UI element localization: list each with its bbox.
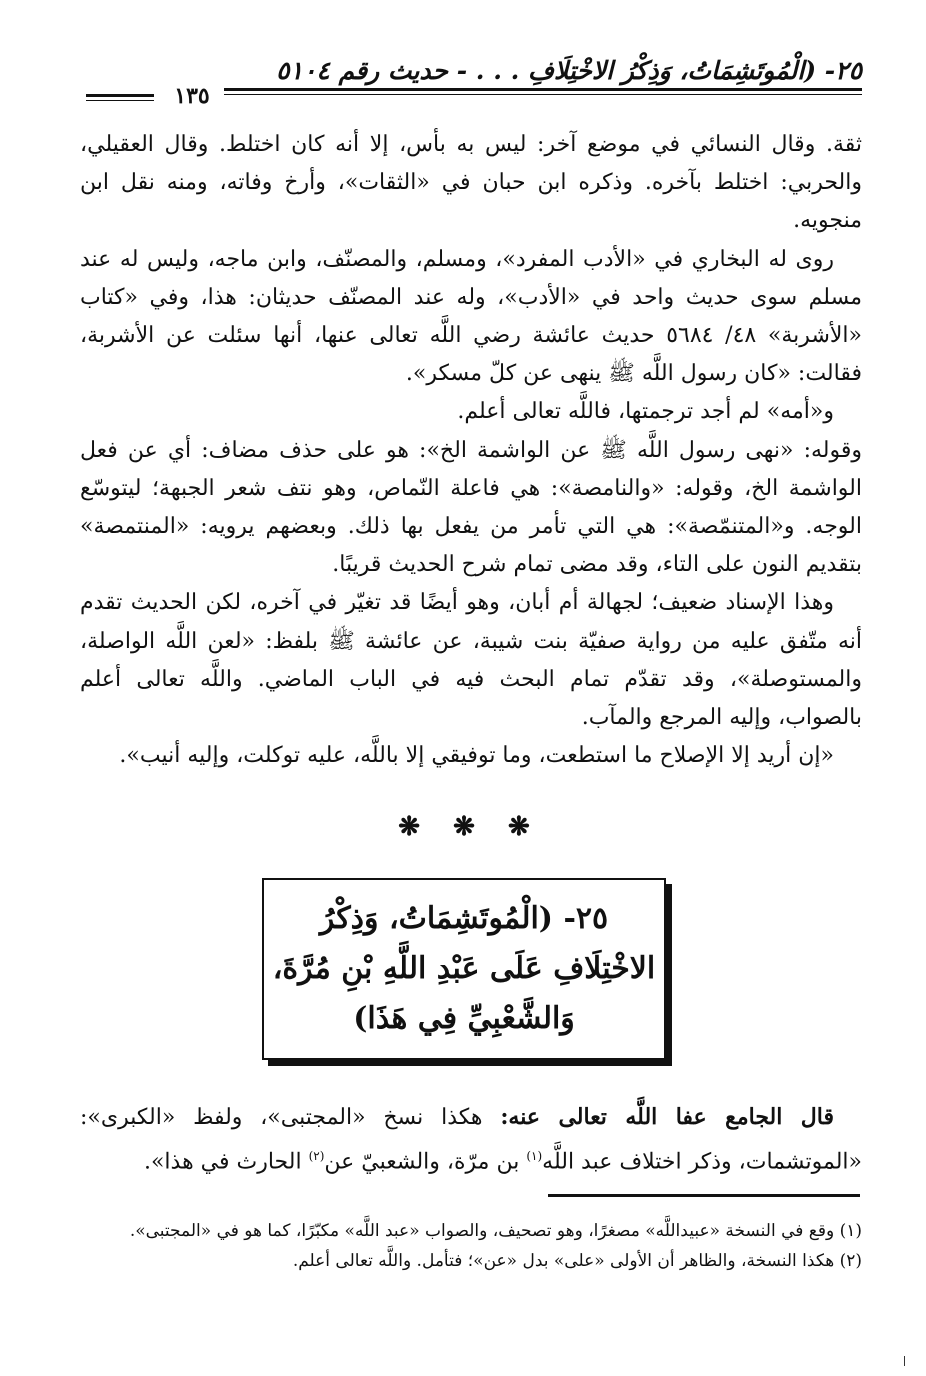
paragraph <box>80 1098 862 1181</box>
paragraph: وقوله: «نهى رسول اللَّه ﷺ عن الواشمة الخ»: هو على حذف مضاف: أي عن فعل الواشمة الخ، وقوله: «والنامصة»: هي فاعلة النّماص، وهو نتف شعر الجبهة؛ ليتوسّع الوجه. و«المتنمّصة»: هي التي تأمر من يفعل بها ذلك. وبعضهم يرويه: «المنتمصة» بتقديم النون على التاء، وقد مضى تمام شرح الحديث قريبًا. <box>80 437 862 578</box>
header-rule <box>224 88 862 91</box>
section-separator: ❋ ❋ ❋ <box>398 812 542 842</box>
chapter-heading-line: ٢٥- (الْمُوتَشِمَاتُ، وَذِكْرُ <box>319 901 609 936</box>
footnote: (٢) هكذا النسخة، والظاهر أن الأولى «على» بدل «عن»؛ فتأمل. واللَّه تعالى أعلم. <box>292 1251 862 1271</box>
paragraph: «إن أريد إلا الإصلاح ما استطعت، وما توفيقي إلا باللَّه، عليه توكلت، وإليه أنيب». <box>119 743 834 769</box>
page-number-rule-thin <box>86 100 154 101</box>
footnote: (١) وقع في النسخة «عبيداللَّه» مصغرًا، وهو تصحيف، والصواب «عبد اللَّه» مكبّرًا، كما هو في «المجتبى». <box>129 1221 862 1241</box>
editor-note <box>80 1098 862 1181</box>
page-number: ١٣٥ <box>174 83 210 109</box>
paragraph: ثقة. وقال النسائي في موضع آخر: ليس به بأس، إلا أنه كان اختلط. وقال العقيلي، والحربي: اختلط بآخره. وذكره ابن حبان في «الثقات»، وأرخ وفاته، ومنه نقل ابن منجويه. <box>80 132 862 234</box>
page-number-rule <box>86 94 154 97</box>
footnote-separator <box>548 1194 860 1197</box>
header-rule-thin <box>224 94 862 95</box>
footnote-ref: (٢) <box>308 1149 325 1163</box>
scan-mark <box>904 1356 905 1366</box>
paragraph: و«أمه» لم أجد ترجمتها، فاللَّه تعالى أعلم. <box>457 399 834 425</box>
chapter-heading-box <box>262 878 666 1060</box>
footnote-ref: (١) <box>526 1149 543 1163</box>
running-header-title: ٢٥- (الْمُوتَشِمَاتُ، وَذِكْرُ الاخْتِلَافِ . . . - حديث رقم ٥١٠٤ <box>276 56 862 85</box>
main-text <box>80 126 862 775</box>
paragraph: وهذا الإسناد ضعيف؛ لجهالة أم أبان، وهو أيضًا قد تغيّر في آخره، لكن الحديث تقدم أنه متّفق عليه من رواية صفيّة بنت شيبة، عن عائشة ﷺ بلفظ: «لعن اللَّه الواصلة، والمستوصلة»، وقد تقدّم تمام البحث فيه في الباب الماضي. واللَّه تعالى أعلم بالصواب، وإليه المرجع والمآب. <box>80 590 862 731</box>
footnotes <box>80 1216 862 1276</box>
note-text: الحارث في هذا». <box>143 1149 302 1175</box>
paragraph: روى له البخاري في «الأدب المفرد»، ومسلم، والمصنّف، وابن ماجه، وليس له عند مسلم سوى حديث واحد في «الأدب»، وله عند المصنّف حديثان: هذا، وفي «كتاب «الأشربة» ٤٨/ ٥٦٨٤ حديث عائشة رضي اللَّه تعالى عنها، أنها سئلت عن الأشربة، فقالت: «كان رسول اللَّه ﷺ ينهى عن كلّ مسكر». <box>80 246 862 387</box>
editor-lead: قال الجامع عفا اللَّه تعالى عنه: <box>500 1104 834 1130</box>
chapter-heading-line: الاخْتِلَافِ عَلَى عَبْدِ اللَّهِ بْنِ مُرَّةَ، <box>272 951 656 986</box>
note-text: بن مرّة، والشعبيّ عن <box>324 1149 520 1175</box>
chapter-heading-line: وَالشَّعْبِيِّ فِي هَذَا) <box>353 1001 575 1036</box>
note-text: هكذا نسخ «المجتبى»، ولفظ «الكبرى»: «الموتشمات، وذكر اختلاف عبد اللَّه <box>80 1105 862 1175</box>
